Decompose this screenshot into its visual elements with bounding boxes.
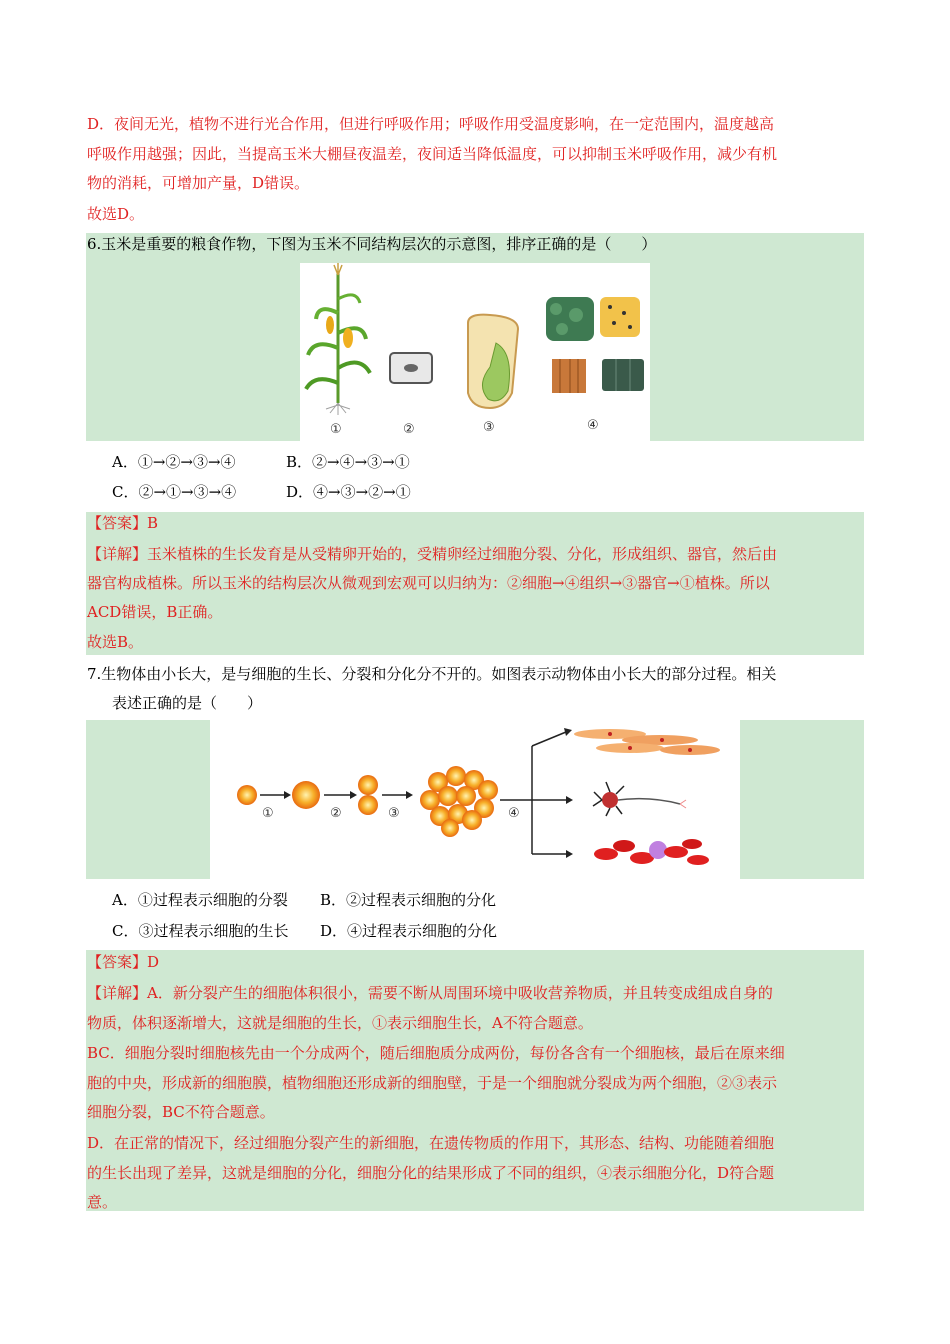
- q6-fig-label-1: ①: [330, 422, 342, 437]
- q7-answer-value: D: [147, 953, 160, 971]
- q6-detail-line-2: 器官构成植株。所以玉米的结构层次从微观到宏观可以归纳为：②细胞→④组织→③器官→①植株。所以: [87, 574, 770, 592]
- q7-detail-line-7: 的生长出现了差异，这就是细胞的分化，细胞分化的结果形成了不同的组织，④表示细胞分化，D符合题: [87, 1164, 775, 1182]
- q6-stem: 6.玉米是重要的粮食作物，下图为玉米不同结构层次的示意图，排序正确的是（ ）: [87, 235, 657, 253]
- blood-cells: [594, 839, 709, 865]
- q7-options-row-2: [112, 916, 889, 946]
- prev-answer-line-2: 呼吸作用越强；因此，当提高玉米大棚昼夜温差，夜间适当降低温度，可以抑制玉米呼吸作用，减少有机: [87, 145, 778, 163]
- q7-detail-text-1: A．新分裂产生的细胞体积很小，需要不断从周围环境中吸收营养物质，并且转变成组成自身的: [147, 984, 773, 1002]
- q6-option-a[interactable]: A．①→②→③→④: [112, 453, 236, 471]
- q7-detail-line-4: 胞的中央，形成新的细胞膜，植物细胞还形成新的细胞壁，于是一个细胞就分裂成为两个细胞，②③表示: [87, 1074, 778, 1092]
- q7-detail-label: 【详解】: [87, 984, 148, 1002]
- prev-answer-conclusion: 故选D。: [87, 205, 145, 223]
- corn-seed-illustration: [468, 315, 518, 408]
- cell-cluster: [420, 766, 498, 837]
- q6-detail-line-1: [87, 539, 864, 569]
- q7-fig-label-2: ②: [330, 806, 342, 821]
- q6-answer: [87, 508, 864, 538]
- q6-options-row-1: [112, 447, 889, 477]
- q7-fig-label-4: ④: [508, 806, 520, 821]
- q7-fig-label-3: ③: [388, 806, 400, 821]
- q6-option-c[interactable]: C．②→①→③→④: [112, 483, 237, 501]
- q7-detail-line-3: BC．细胞分裂时细胞核先由一个分成两个，随后细胞质分成两份，每份各含有一个细胞核，最后在原来细: [87, 1044, 785, 1062]
- q7-fig-label-1: ①: [262, 806, 274, 821]
- muscle-cells: [574, 729, 720, 755]
- q7-option-d[interactable]: D．④过程表示细胞的分化: [320, 922, 498, 940]
- q7-detail-line-6: D．在正常的情况下，经过细胞分裂产生的新细胞，在遗传物质的作用下，其形态、结构、功能随着细胞: [87, 1134, 775, 1152]
- nerve-cell: [593, 782, 686, 816]
- q6-fig-label-4: ④: [587, 418, 599, 433]
- q7-detail-line-1: [87, 978, 864, 1008]
- plant-cell-illustration: [390, 353, 432, 383]
- q6-figure: [300, 263, 650, 441]
- q6-conclusion: 故选B。: [87, 633, 144, 651]
- q7-detail-line-5: 细胞分裂，BC不符合题意。: [87, 1103, 275, 1121]
- q7-answer-label: 【答案】: [87, 953, 148, 971]
- q6-detail-line-3: ACD错误，B正确。: [87, 603, 223, 621]
- q6-detail-text-1: 玉米植株的生长发育是从受精卵开始的，受精卵经过细胞分裂、分化，形成组织、器官，然后由: [147, 545, 778, 563]
- q6-detail-label: 【详解】: [87, 545, 148, 563]
- q7-stem-line-2: 表述正确的是（ ）: [112, 694, 263, 712]
- q6-options-row-2: [112, 477, 889, 507]
- q6-option-b[interactable]: B．②→④→③→①: [286, 453, 410, 471]
- q6-fig-label-3: ③: [483, 420, 495, 435]
- tissue-illustrations: [546, 297, 644, 393]
- q6-option-d[interactable]: D．④→③→②→①: [286, 483, 411, 501]
- prev-answer-line-3: 物的消耗，可增加产量，D错误。: [87, 174, 310, 192]
- q6-answer-label: 【答案】: [87, 514, 148, 532]
- prev-answer-line-1: D．夜间无光，植物不进行光合作用，但进行呼吸作用；呼吸作用受温度影响，在一定范围内，温度越高: [87, 115, 775, 133]
- q7-figure: [210, 720, 740, 879]
- q7-detail-line-2: 物质，体积逐渐增大，这就是细胞的生长，①表示细胞生长，A不符合题意。: [87, 1014, 593, 1032]
- q7-option-b[interactable]: B．②过程表示细胞的分化: [320, 891, 497, 909]
- q7-option-c[interactable]: C．③过程表示细胞的生长: [112, 922, 289, 940]
- corn-plant-illustration: [306, 263, 370, 415]
- q6-fig-label-2: ②: [403, 422, 415, 437]
- q6-answer-value: B: [147, 514, 159, 532]
- q7-options-row-1: [112, 885, 889, 915]
- q7-option-a[interactable]: A．①过程表示细胞的分裂: [112, 891, 288, 909]
- q7-stem-line-1: 7.生物体由小长大，是与细胞的生长、分裂和分化分不开的。如图表示动物体由小长大的部分过程。相关: [87, 665, 777, 683]
- q7-answer: [87, 947, 864, 977]
- q7-detail-line-8: 意。: [87, 1193, 118, 1211]
